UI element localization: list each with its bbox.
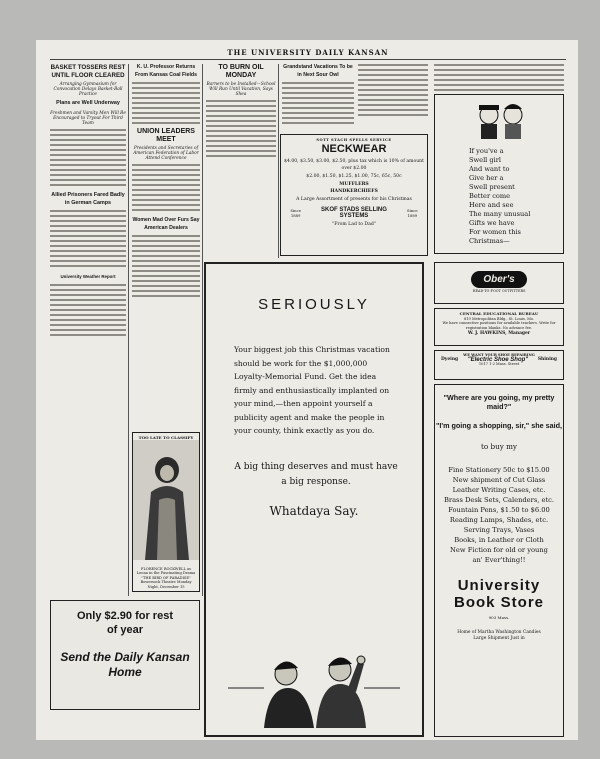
column-2 <box>132 64 200 428</box>
kansan-period: of year <box>106 624 144 636</box>
book-candy-2: Large Shipment Just in <box>473 636 525 641</box>
obers-ad <box>434 262 564 304</box>
headline-professor: K. U. Professor Returns From Kansas Coal Fields <box>135 64 197 78</box>
subhead-burn-oil: Barners to be Installed—School Will Run Until Vacation, Says Shea <box>206 82 276 98</box>
headline-weather: University Weather Report <box>60 274 116 280</box>
column-4 <box>282 64 354 132</box>
gift-verse-line: Here and see <box>469 201 514 209</box>
book-answer: "I'm going a shopping, sir," she said, <box>436 421 562 430</box>
headline-furs: Women Mad Over Furs Say American Dealers <box>132 217 200 231</box>
gift-verse-line: Gifts we have <box>469 219 515 227</box>
gift-verse <box>469 147 563 246</box>
neckwear-slogan: "From Lad to Dad" <box>332 222 376 227</box>
article-body <box>50 210 126 270</box>
masthead: THE UNIVERSITY DAILY KANSAN <box>227 48 389 57</box>
bureau-manager: W. J. HAWKINS, Manager <box>467 331 531 337</box>
column-5 <box>358 64 428 132</box>
article-body <box>50 284 126 336</box>
neckwear-title: NECKWEAR <box>321 143 387 155</box>
article-body <box>132 235 200 299</box>
seriously-big: A big thing deserves and must have a big response. <box>234 461 398 487</box>
column-3 <box>206 64 276 258</box>
kansan-price: Only $2.90 for rest <box>77 610 173 622</box>
neckwear-top: SOTT STACH SPELLS SERVICE <box>316 138 392 142</box>
gift-verse-line: Swell present <box>469 183 515 191</box>
shine-name: "Electric Shoe Shop" <box>467 356 529 363</box>
gift-ad <box>434 94 564 254</box>
photo-title: TOO LATE TO CLASSIFY <box>138 435 194 440</box>
page-header <box>50 48 566 60</box>
headline-grandstand: Grandstand Vacations To be in Next Sour Owl <box>283 64 353 78</box>
seriously-sign: Whatdaya Say. <box>269 503 359 518</box>
article-body <box>50 129 126 189</box>
bureau-address: 819 Metropolitan Bldg., St. Louis, Mo. <box>463 316 534 321</box>
article-body <box>282 82 354 125</box>
gift-verse-line: Give her a <box>469 174 504 182</box>
neckwear-mufflers: MUFFLERS <box>339 182 369 187</box>
seriously-body: Your biggest job this Christmas vacation should be work for the $1,000,000 Loyalty-Memorial Fund. Get the idea firmly and enthusiastically implanted on your mind,—then appoint yourself a publicity agent and make the people in your county, think exactly as you do. <box>234 345 390 435</box>
shine-right: Shining <box>537 356 557 362</box>
subhead-freshmen: Freshmen and Varsity Men Will Be Encouraged to Tryout For Third Team <box>50 110 126 126</box>
headline-allied-prisoners: Allied Prisoners Fared Badly in German Camps <box>51 192 125 206</box>
book-item: Serving Trays, Vases <box>463 526 535 534</box>
article-body <box>206 100 276 160</box>
headline-burn-oil: TO BURN OIL MONDAY <box>218 64 264 79</box>
book-candy-1: Home of Martha Washington Candies <box>457 630 541 635</box>
brand-name: SKOF STADS SELLING SYSTEMS <box>321 207 387 219</box>
gift-verse-line: Better come <box>469 192 511 200</box>
book-item: New Fiction for old or young <box>450 546 548 554</box>
gift-verse-line: Swell girl <box>469 156 501 164</box>
book-question: "Where are you going, my pretty maid?" <box>443 393 555 411</box>
since-left: Since 1889 <box>290 208 301 218</box>
article-body <box>358 64 428 117</box>
gift-verse-line: For women this <box>469 228 521 236</box>
neckwear-brand-row <box>285 207 423 219</box>
book-item: an' Ever'thing!! <box>472 556 526 564</box>
shoe-shop-ad <box>434 350 564 380</box>
column-1 <box>50 64 126 596</box>
neckwear-prices: $4.00, $3.50, $3.00, $2.50, plus tax which is 10% of amount over $2.00 <box>284 159 424 171</box>
book-store-address: 903 Mass. <box>488 615 510 620</box>
column-6 <box>434 64 564 92</box>
book-item: Brass Desk Sets, Calenders, etc. <box>443 496 555 504</box>
two-men-illustration-icon <box>224 648 404 728</box>
book-item: Books, in Leather or Cloth <box>454 536 544 544</box>
gift-verse-line: If you've a <box>469 147 504 155</box>
theatre-photo-ad <box>132 432 200 592</box>
book-item: Fountain Pens, $1.50 to $6.00 <box>448 506 550 514</box>
book-store-ad <box>434 384 564 737</box>
actress-photo-icon <box>133 440 199 560</box>
bureau-line: We have connective positions for available teachers. Write for registration blanks. No advance fee. <box>442 321 556 330</box>
article-body <box>132 164 200 214</box>
since-right: Since 1889 <box>407 208 418 218</box>
photo-caption: FLORENCE ROCKWELL as Leona in the Fascinating Drama "THE BIRD OF PARADISE" Bowersock Theatre Monday Night, December 15 <box>136 566 196 589</box>
cartoon-couple-icon <box>471 101 531 141</box>
kansan-callout: Send the Daily Kansan Home <box>60 650 190 679</box>
book-item: Fine Stationery 50c to $15.00 <box>448 466 550 474</box>
gift-verse-line: Christmas— <box>469 237 510 245</box>
subhead-union-leaders: Presidents and Secretaries of American Federation of Labor Attend Conference <box>133 146 199 162</box>
newspaper-page <box>36 40 578 740</box>
neckwear-assortment: A Large Assortment of presents for his Christmas <box>296 197 412 202</box>
headline-union-leaders: UNION LEADERS MEET <box>137 128 195 143</box>
seriously-ad <box>204 262 424 737</box>
shine-left: Dyeing <box>441 356 459 362</box>
article-body <box>434 64 564 92</box>
gift-verse-line: The many unusual <box>469 210 531 218</box>
kansan-subscription-ad <box>50 600 200 710</box>
column-rule <box>278 64 279 258</box>
book-item: Leather Writing Cases, etc. <box>452 486 546 494</box>
neckwear-ad <box>280 134 428 256</box>
book-items <box>435 465 563 565</box>
obers-tagline: HEAD-TO-FOOT OUTFITTERS <box>472 289 526 293</box>
book-item: Reading Lamps, Shades, etc. <box>449 516 549 524</box>
headline-basket-tossers: BASKET TOSSERS REST UNTIL FLOOR CLEARED <box>50 64 126 79</box>
headline-plans: Plans are Well Underway <box>56 100 120 107</box>
shine-top: WE WANT YOUR SHOE REPAIRING <box>463 353 535 357</box>
book-item: New shipment of Cut Glass <box>452 476 546 484</box>
obers-logo: Ober's <box>471 271 526 288</box>
shine-addr: 1017 1-2 Mass. Street <box>478 362 520 367</box>
bureau-ad <box>434 308 564 346</box>
bureau-name: CENTRAL EDUCATIONAL BUREAU <box>459 311 539 316</box>
column-rule <box>202 64 203 596</box>
book-store-name-2: Book Store <box>453 594 544 611</box>
book-buy: to buy my <box>481 442 517 451</box>
neckwear-handkerchiefs: HANDKERCHIEFS <box>330 189 378 194</box>
column-rule <box>128 64 129 596</box>
gift-verse-line: And want to <box>469 165 510 173</box>
subhead-basket-tossers: Arranging Gymnasium for Convocation Delays Basket-Ball Practice <box>53 82 123 98</box>
book-store-name-1: University <box>457 577 541 594</box>
article-body <box>132 82 200 125</box>
neckwear-prices-2: $2.00, $1.50, $1.25, $1.00, 75c, 65c, 50c <box>306 174 402 179</box>
seriously-title: SERIOUSLY <box>258 296 370 313</box>
